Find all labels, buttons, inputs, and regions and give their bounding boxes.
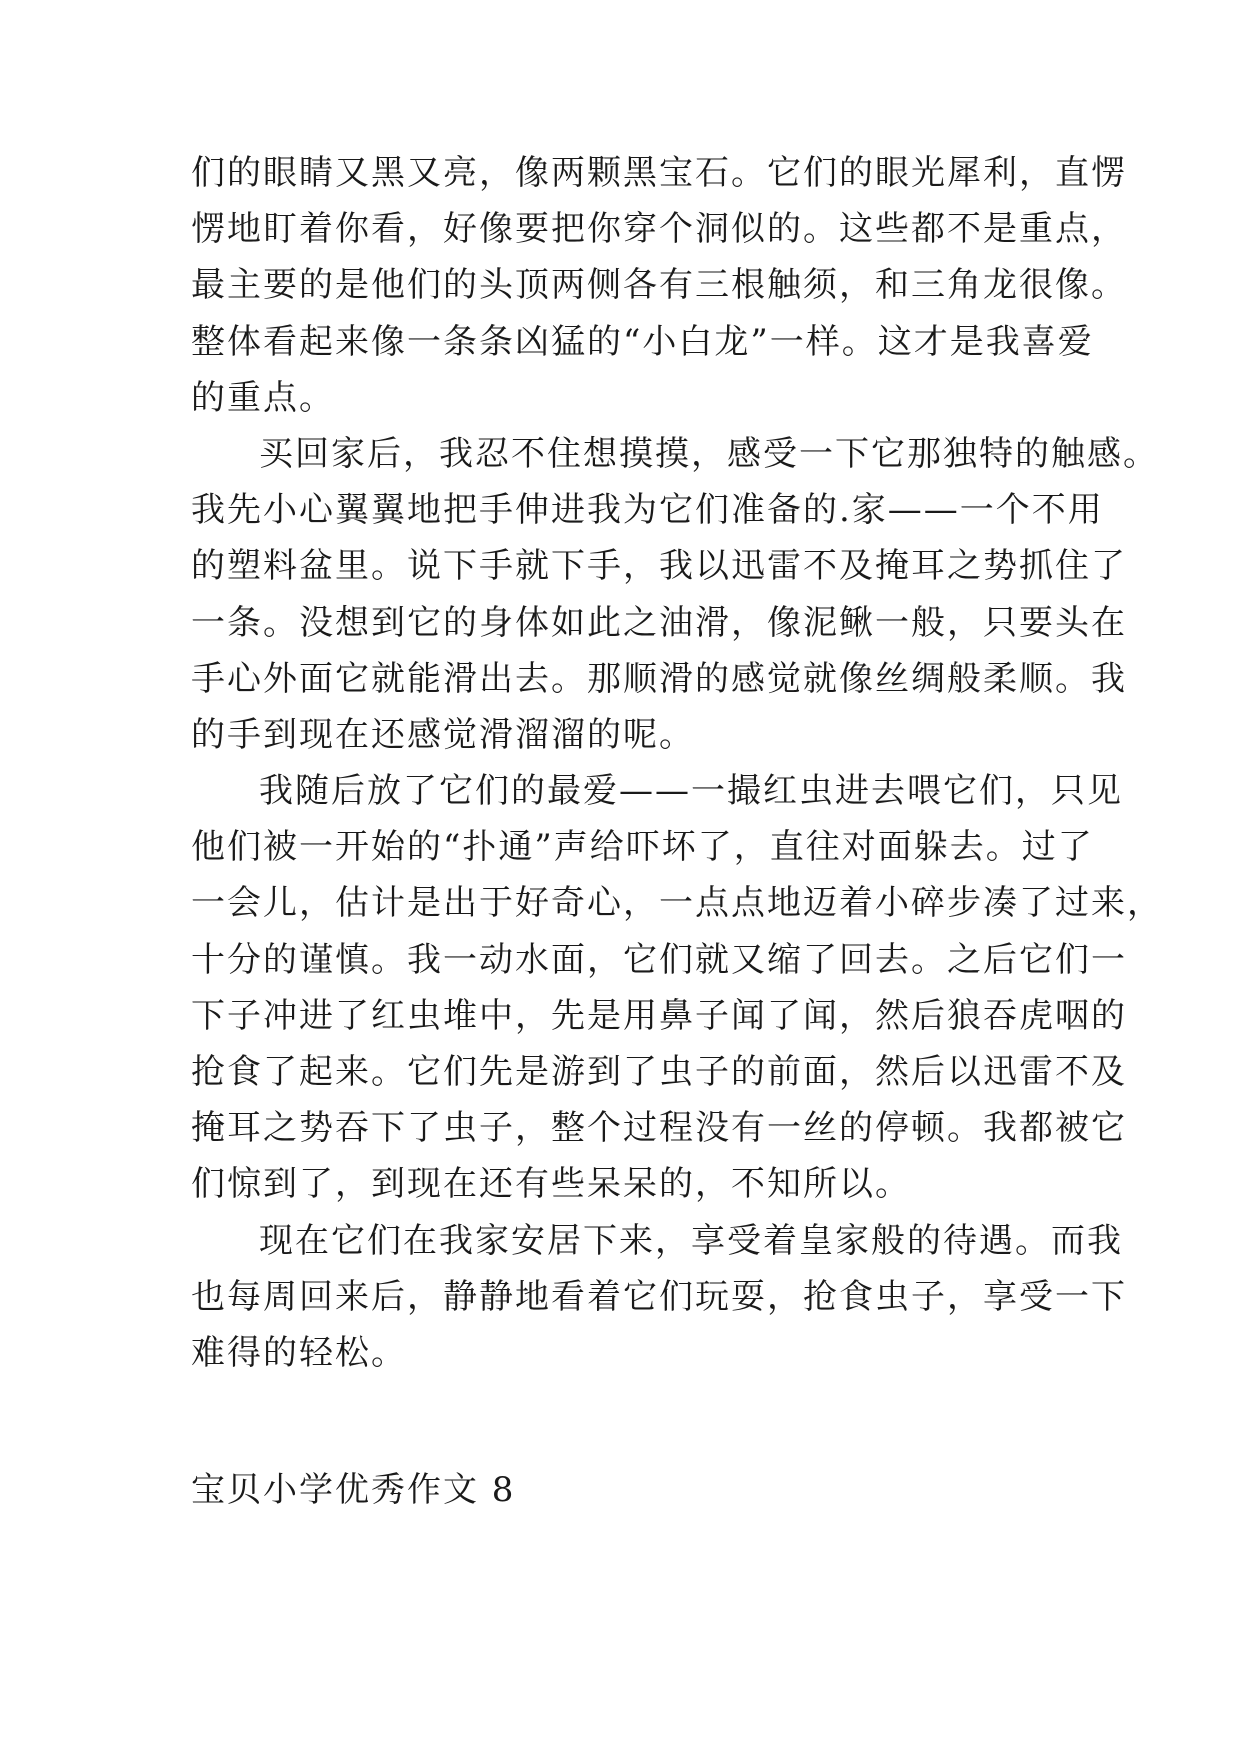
text-line: 也每周回来后，静静地看着它们玩耍，抢食虫子，享受一下 xyxy=(191,1276,1127,1317)
text-line: 手心外面它就能滑出去。那顺滑的感觉就像丝绸般柔顺。我 xyxy=(191,658,1127,699)
text-line: 的手到现在还感觉滑溜溜的呢。 xyxy=(191,714,695,755)
text-line: 买回家后，我忍不住想摸摸，感受一下它那独特的触感。 xyxy=(259,433,1159,474)
text-line: 一条。没想到它的身体如此之油滑，像泥鳅一般，只要头在 xyxy=(191,602,1127,643)
text-line: 们惊到了，到现在还有些呆呆的，不知所以。 xyxy=(191,1164,911,1205)
text-line: 整体看起来像一条条凶猛的“小白龙”一样。这才是我喜爱 xyxy=(191,321,1094,362)
text-line: 现在它们在我家安居下来，享受着皇家般的待遇。而我 xyxy=(259,1220,1123,1261)
text-line: 他们被一开始的“扑通”声给吓坏了，直往对面躲去。过了 xyxy=(191,827,1094,868)
paragraph xyxy=(191,426,1159,763)
text-line: 一会儿，估计是出于好奇心，一点点地迈着小碎步凑了过来， xyxy=(191,883,1163,924)
text-line: 十分的谨慎。我一动水面，它们就又缩了回去。之后它们一 xyxy=(191,939,1127,980)
paragraph xyxy=(191,1213,1127,1382)
essay-body xyxy=(191,145,1163,1381)
text-line: 最主要的是他们的头顶两侧各有三根触须，和三角龙很像。 xyxy=(191,265,1127,306)
text-line: 我先小心翼翼地把手伸进我为它们准备的.家——一个不用 xyxy=(191,490,1104,531)
text-line: 掩耳之势吞下了虫子，整个过程没有一丝的停顿。我都被它 xyxy=(191,1108,1127,1149)
text-line: 下子冲进了红虫堆中，先是用鼻子闻了闻，然后狼吞虎咽的 xyxy=(191,995,1127,1036)
text-line: 的塑料盆里。说下手就下手，我以迅雷不及掩耳之势抓住了 xyxy=(191,546,1127,587)
text-line: 难得的轻松。 xyxy=(191,1332,407,1373)
text-line: 的重点。 xyxy=(191,377,335,418)
text-line: 愣地盯着你看，好像要把你穿个洞似的。这些都不是重点， xyxy=(191,209,1127,250)
text-line: 我随后放了它们的最爱——一撮红虫进去喂它们，只见 xyxy=(259,771,1123,812)
text-line: 们的眼睛又黑又亮，像两颗黑宝石。它们的眼光犀利，直愣 xyxy=(191,153,1127,193)
section-heading: 宝贝小学优秀作文 8 xyxy=(191,1470,516,1510)
paragraph xyxy=(191,145,1127,426)
paragraph xyxy=(191,763,1163,1213)
text-line: 抢食了起来。它们先是游到了虫子的前面，然后以迅雷不及 xyxy=(191,1052,1127,1092)
